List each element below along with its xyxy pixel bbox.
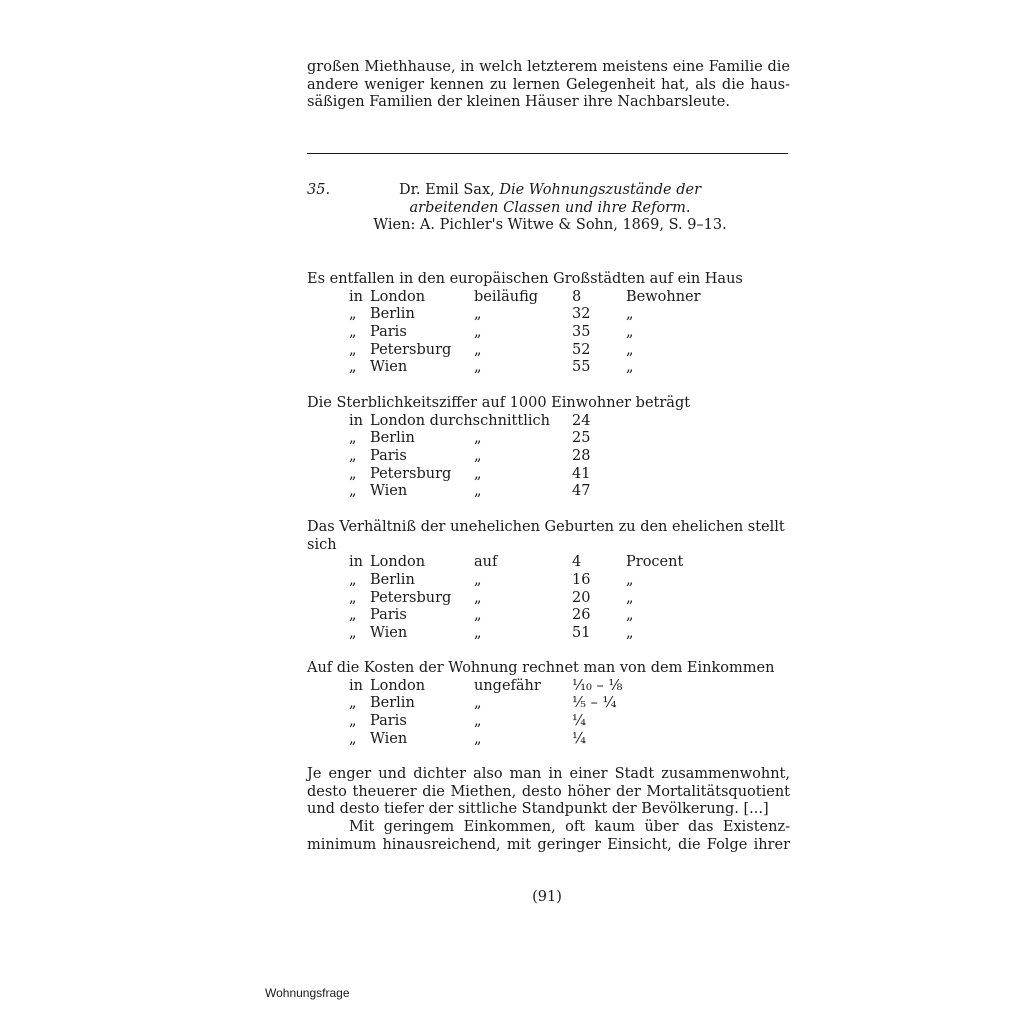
row-city: Paris <box>370 713 407 730</box>
row-qualifier: „ <box>474 730 482 747</box>
row-prefix: „ <box>349 324 357 341</box>
row-qualifier: beiläufig <box>474 288 539 305</box>
row-value: 8 <box>572 288 582 305</box>
row-city: Berlin <box>370 306 415 323</box>
statistic-intro: Auf die Kosten der Wohnung rechnet man von dem Einkommen <box>307 660 775 676</box>
row-value: ⅕ – ¼ <box>572 695 617 712</box>
table-row <box>307 448 790 466</box>
row-unit: „ <box>626 306 634 323</box>
row-unit: Bewohner <box>626 288 701 305</box>
table-row <box>307 342 790 360</box>
row-qualifier: „ <box>474 695 482 712</box>
table-row <box>307 466 790 484</box>
row-value: 26 <box>572 607 591 624</box>
row-qualifier: „ <box>474 589 482 606</box>
row-prefix: „ <box>349 306 357 323</box>
row-value: ⅒ – ⅛ <box>572 677 623 694</box>
row-unit: „ <box>626 359 634 376</box>
table-row <box>307 306 790 324</box>
source-number: 35. <box>307 182 331 198</box>
running-footer: Wohnungsfrage <box>265 986 350 1000</box>
row-qualifier: „ <box>474 306 482 323</box>
source-citation <box>330 182 770 235</box>
row-qualifier: „ <box>474 359 482 376</box>
citation-line-2 <box>330 200 770 218</box>
citation-publication: Wien: A. Pichler's Witwe & Sohn, 1869, S. 9–13. <box>373 217 727 234</box>
text-line: Mit geringem Einkommen, oft kaum über das Existenz- <box>349 819 790 835</box>
table-row <box>307 324 790 342</box>
citation-period: . <box>685 199 691 216</box>
row-qualifier: „ <box>474 465 482 482</box>
closing-paragraph <box>307 766 790 819</box>
table-row <box>307 731 790 749</box>
row-prefix: „ <box>349 448 357 465</box>
row-value: ¼ <box>572 730 587 747</box>
row-prefix: „ <box>349 465 357 482</box>
row-prefix: „ <box>349 483 357 500</box>
citation-author: Dr. Emil Sax, <box>398 182 500 198</box>
row-value: 28 <box>572 448 591 465</box>
text-line: säßigen Familien der kleinen Häuser ihre Nachbarsleute. <box>307 94 730 111</box>
row-value: 41 <box>572 465 591 482</box>
row-prefix: in <box>349 412 363 429</box>
table-row <box>307 713 790 731</box>
row-prefix: „ <box>349 607 357 624</box>
statistic-intro: Die Sterblichkeitsziffer auf 1000 Einwohner beträgt <box>307 395 691 411</box>
citation-line-1 <box>330 182 770 200</box>
row-qualifier: „ <box>474 448 482 465</box>
table-row <box>307 572 790 590</box>
row-qualifier: „ <box>474 324 482 341</box>
table-row <box>307 695 790 713</box>
opening-paragraph <box>307 59 790 112</box>
row-value: 51 <box>572 625 591 642</box>
row-city: Wien <box>370 359 408 376</box>
table-row <box>307 289 790 307</box>
row-city: Wien <box>370 730 408 747</box>
text-line: Je enger und dichter also man in einer Stadt zusammenwohnt, <box>307 766 790 782</box>
row-value: 32 <box>572 306 591 323</box>
row-value: 25 <box>572 430 591 447</box>
row-city: Berlin <box>370 695 415 712</box>
row-qualifier: ungefähr <box>474 677 541 694</box>
row-city: London <box>370 677 426 694</box>
statistic-intro: Es entfallen in den europäischen Großstädten auf ein Haus <box>307 271 743 287</box>
row-unit: „ <box>626 607 634 624</box>
row-city: London durchschnittlich <box>370 412 550 429</box>
row-city: London <box>370 554 426 571</box>
row-prefix: in <box>349 554 363 571</box>
table-row <box>307 554 790 572</box>
section-divider <box>307 153 788 154</box>
row-unit: „ <box>626 589 634 606</box>
row-city: Paris <box>370 607 407 624</box>
statistic-intro: Das Verhältniß der unehelichen Geburten zu den ehelichen stellt sich <box>307 519 785 553</box>
text-line: großen Miethhause, in welch letzterem meistens eine Familie die <box>307 59 790 75</box>
page-number: (91) <box>532 889 562 905</box>
row-value: 52 <box>572 341 591 358</box>
row-value: 4 <box>572 554 582 571</box>
text-line: und desto tiefer der sittliche Standpunkt der Bevölkerung. [...] <box>307 801 769 818</box>
table-row <box>307 483 790 501</box>
row-city: Berlin <box>370 430 415 447</box>
table-row <box>307 413 790 431</box>
table-row <box>307 359 790 377</box>
table-row <box>307 607 790 625</box>
table-row <box>307 678 790 696</box>
row-city: Paris <box>370 324 407 341</box>
row-city: Wien <box>370 625 408 642</box>
row-qualifier: „ <box>474 713 482 730</box>
row-prefix: in <box>349 288 363 305</box>
row-prefix: „ <box>349 430 357 447</box>
row-unit: „ <box>626 572 634 589</box>
table-row <box>307 625 790 643</box>
row-unit: „ <box>626 625 634 642</box>
row-value: 35 <box>572 324 591 341</box>
row-prefix: „ <box>349 730 357 747</box>
row-city: Wien <box>370 483 408 500</box>
row-value: ¼ <box>572 713 587 730</box>
row-value: 24 <box>572 412 591 429</box>
row-value: 20 <box>572 589 591 606</box>
row-unit: „ <box>626 324 634 341</box>
row-value: 16 <box>572 572 591 589</box>
row-qualifier: „ <box>474 341 482 358</box>
statistic-illegitimate-births <box>307 519 790 643</box>
row-unit: „ <box>626 341 634 358</box>
row-qualifier: „ <box>474 607 482 624</box>
citation-title-part2: arbeitenden Classen und ihre Reform <box>409 199 686 216</box>
row-prefix: „ <box>349 589 357 606</box>
row-city: Berlin <box>370 572 415 589</box>
continuation-paragraph <box>307 819 790 854</box>
statistic-residents-per-house <box>307 271 790 377</box>
row-prefix: „ <box>349 341 357 358</box>
text-line: desto theuerer die Miethen, desto höher der Mortalitätsquotient <box>307 783 790 800</box>
row-qualifier: „ <box>474 483 482 500</box>
row-qualifier: auf <box>474 554 498 571</box>
row-city: London <box>370 288 426 305</box>
row-value: 55 <box>572 359 591 376</box>
row-unit: Procent <box>626 554 684 571</box>
row-prefix: „ <box>349 359 357 376</box>
statistic-housing-cost <box>307 660 790 748</box>
row-city: Petersburg <box>370 589 452 606</box>
text-line: minimum hinausreichend, mit geringer Einsicht, die Folge ihrer <box>307 836 790 853</box>
row-city: Petersburg <box>370 465 452 482</box>
row-qualifier: „ <box>474 430 482 447</box>
table-row <box>307 430 790 448</box>
citation-title-part1: Die Wohnungszustände der <box>499 182 702 198</box>
row-qualifier: „ <box>474 625 482 642</box>
text-line: andere weniger kennen zu lernen Gelegenheit hat, als die haus- <box>307 76 790 93</box>
row-prefix: „ <box>349 625 357 642</box>
row-value: 47 <box>572 483 591 500</box>
statistic-mortality <box>307 395 790 501</box>
row-prefix: in <box>349 677 363 694</box>
row-prefix: „ <box>349 695 357 712</box>
row-qualifier: „ <box>474 572 482 589</box>
table-row <box>307 590 790 608</box>
row-prefix: „ <box>349 713 357 730</box>
row-city: Paris <box>370 448 407 465</box>
row-prefix: „ <box>349 572 357 589</box>
row-city: Petersburg <box>370 341 452 358</box>
